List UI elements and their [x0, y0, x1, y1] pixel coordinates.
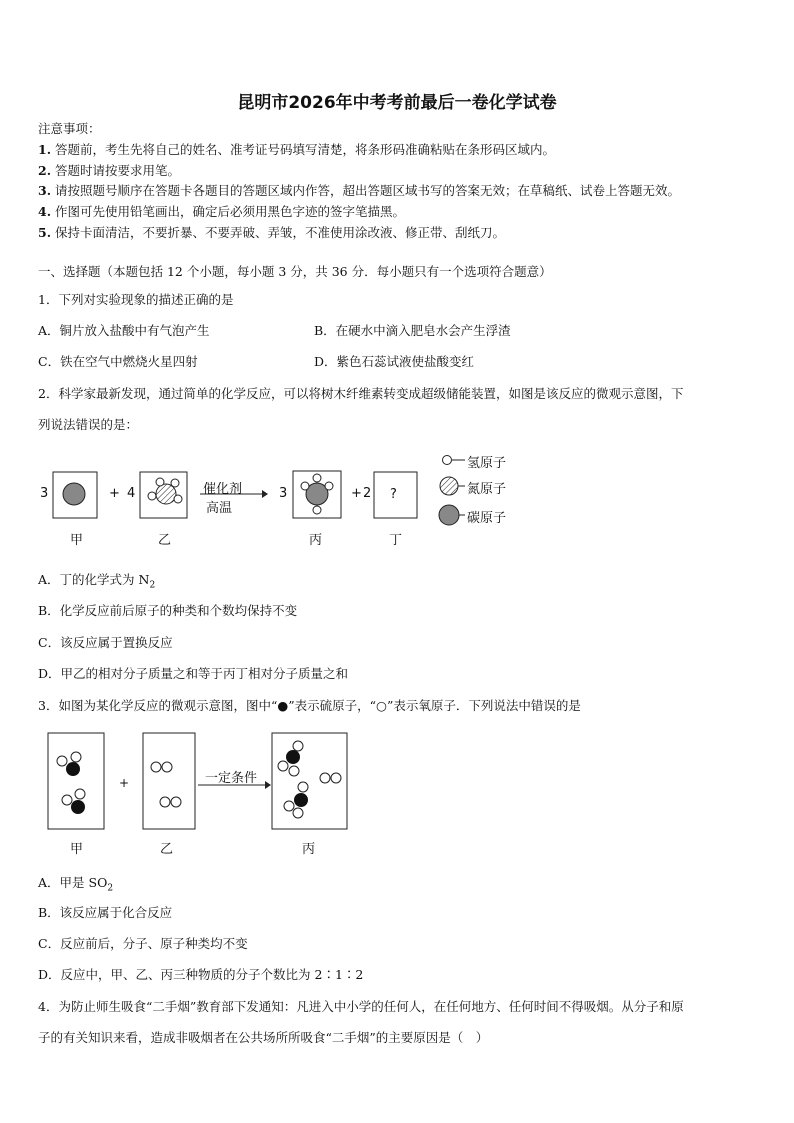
box-yi	[143, 733, 195, 829]
oxygen-atom	[75, 789, 85, 799]
unknown-mark: ?	[390, 487, 397, 502]
notice-num: 3.	[38, 183, 52, 198]
coef-yi: 4	[127, 486, 136, 501]
legend-hydrogen: 氢原子	[467, 456, 507, 471]
q3-option-a-text: A．甲是 SO	[38, 875, 108, 890]
oxygen-atom	[151, 762, 161, 772]
notice-text: 请按照题号顺序在答题卡各题目的答题区域内作答，超出答题区域书写的答案无效；在草稿纸、试卷上答题无效。	[55, 183, 681, 198]
oxygen-atom	[293, 808, 303, 818]
sulfur-atom	[71, 800, 85, 814]
sulfur-atom	[286, 750, 300, 764]
q1-option-d: D．紫色石蕊试液使盐酸变红	[314, 354, 475, 369]
plus-sign: +	[351, 486, 362, 501]
label-yi: 乙	[158, 533, 172, 548]
notice-text: 答题时请按要求用笔。	[55, 163, 181, 178]
legend-nitrogen: 氮原子	[467, 482, 507, 497]
notice-num: 4.	[38, 204, 52, 219]
sulfur-atom	[66, 762, 80, 776]
notice-text: 答题前，考生先将自己的姓名、准考证号码填写清楚，将条形码准确粘贴在条形码区域内。	[55, 142, 556, 157]
notice-text: 保持卡面清洁，不要折暴、不要弄破、弄皱，不准使用涂改液、修正带、刮纸刀。	[55, 225, 506, 240]
notice-num: 1.	[38, 142, 52, 157]
oxygen-atom	[62, 795, 72, 805]
subscript: 2	[107, 883, 114, 894]
q1-option-a: A．铜片放入盐酸中有气泡产生	[38, 323, 210, 338]
notice-text: 作图可先使用铅笔画出，确定后必须用黑色字迹的签字笔描黑。	[55, 204, 406, 219]
oxygen-atom	[298, 782, 308, 792]
q4-stem-line1: 4．为防止师生吸食“二手烟”教育部下发通知：凡进入中小学的任何人，在任何地方、任何时间不得吸烟。从分子和原	[38, 999, 684, 1014]
coef-jia: 3	[40, 486, 49, 501]
oxygen-atom	[162, 762, 172, 772]
exam-title: 昆明市2026年中考考前最后一卷化学试卷	[237, 93, 557, 113]
q1-option-c: C．铁在空气中燃烧火星四射	[38, 354, 198, 369]
label-ding: 丁	[389, 533, 403, 548]
oxygen-atom	[71, 752, 81, 762]
q2-option-a-text: A．丁的化学式为 N	[38, 572, 150, 587]
catalyst-label: 催化剂	[203, 482, 243, 497]
q2-option-c: C．该反应属于置换反应	[38, 635, 173, 650]
q1-option-b: B．在硬水中滴入肥皂水会产生浮渣	[314, 323, 511, 338]
q2-option-b: B．化学反应前后原子的种类和个数均保持不变	[38, 603, 298, 618]
q3-stem: 3．如图为某化学反应的微观示意图，图中“●”表示硫原子，“○”表示氧原子．下列说法中错误的是	[38, 698, 581, 713]
temperature-label: 高温	[206, 501, 233, 516]
q3-option-b: B．该反应属于化合反应	[38, 905, 173, 920]
oxygen-atom	[160, 797, 170, 807]
box-jia	[48, 733, 104, 829]
label-jia: 甲	[70, 842, 84, 857]
q1-stem: 1．下列对实验现象的描述正确的是	[38, 292, 234, 307]
plus-sign: +	[119, 776, 130, 790]
notice-num: 2.	[38, 163, 52, 178]
label-yi: 乙	[160, 842, 174, 857]
oxygen-atom	[171, 797, 181, 807]
plus-sign: +	[109, 486, 120, 501]
oxygen-atom	[293, 741, 303, 751]
q2-stem-line1: 2．科学家最新发现，通过简单的化学反应，可以将树木纤维素转变成超级储能装置，如图是该反应的微观示意图，下	[38, 386, 684, 401]
oxygen-atom	[320, 773, 330, 783]
q2-stem-line2: 列说法错误的是：	[38, 417, 139, 432]
oxygen-atom	[289, 766, 299, 776]
q3-option-a	[38, 875, 113, 897]
q4-stem-line2: 子的有关知识来看，造成非吸烟者在公共场所所吸食“二手烟”的主要原因是（ ）	[38, 1030, 489, 1045]
q2-option-d: D．甲乙的相对分子质量之和等于丙丁相对分子质量之和	[38, 666, 349, 681]
label-bing: 丙	[302, 842, 316, 857]
oxygen-atom	[57, 756, 67, 766]
label-jia: 甲	[70, 533, 84, 548]
notice-num: 5.	[38, 225, 52, 240]
q3-option-d: D．反应中，甲、乙、丙三种物质的分子个数比为 2∶1∶2	[38, 967, 364, 982]
oxygen-atom	[278, 761, 288, 771]
arrow-head	[265, 781, 271, 789]
oxygen-atom	[331, 773, 341, 783]
coef-bing: 3	[279, 486, 288, 501]
condition-label: 一定条件	[205, 771, 258, 786]
q3-option-c: C．反应前后，分子、原子种类均不变	[38, 936, 248, 951]
notice-heading: 注意事项：	[38, 121, 101, 136]
legend-carbon: 碳原子	[467, 511, 507, 526]
coef-ding: 2	[363, 486, 372, 501]
label-bing: 丙	[309, 533, 323, 548]
sulfur-atom	[294, 793, 308, 807]
oxygen-atom	[284, 801, 294, 811]
section-heading: 一、选择题（本题包括 12 个小题，每小题 3 分，共 36 分．每小题只有一个选项符合题意）	[38, 264, 552, 279]
subscript: 2	[149, 580, 156, 591]
